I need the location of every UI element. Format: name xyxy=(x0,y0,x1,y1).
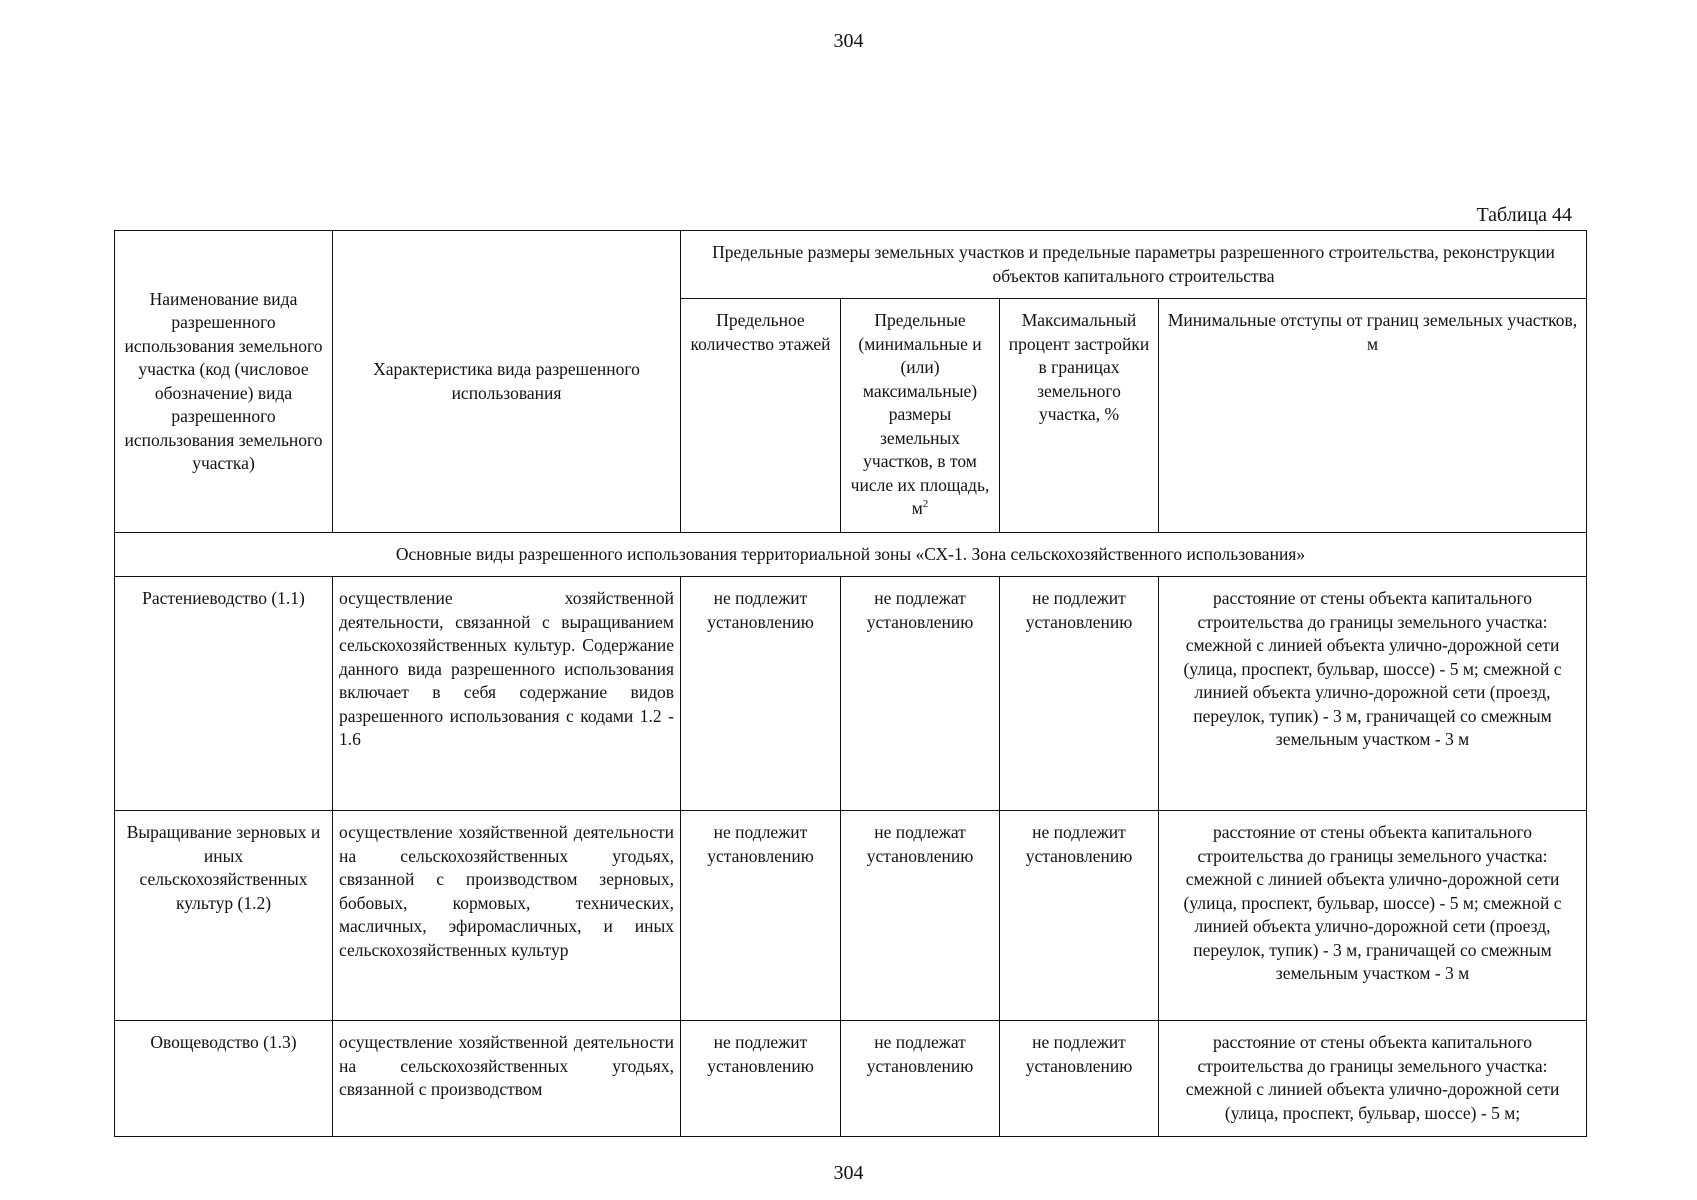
header-floors-col: Предельное количество этажей xyxy=(681,299,841,533)
row-setbacks: расстояние от стены объекта капитального строительства до границы земельного участка: смежной с линией объекта улично-дорожной сети (улица, проспект, бульвар, шоссе) - 5 м; смежной с линией объекта улично-дорожной сети (проезд, переулок, тупик) - 3 м, граничащей со смежным земельным участком - 3 м xyxy=(1159,811,1587,1021)
header-row-1 xyxy=(115,231,1587,299)
table-row xyxy=(115,1021,1587,1137)
table-caption: Таблица 44 xyxy=(1476,204,1572,226)
page-number-top: 304 xyxy=(833,30,864,52)
header-sizes-sup: 2 xyxy=(922,498,929,511)
page-number-bottom: 304 xyxy=(833,1162,864,1184)
header-group: Предельные размеры земельных участков и предельные параметры разрешенного строительства, реконструкции объектов капитального строительства xyxy=(681,231,1587,299)
row-sizes: не подлежат установлению xyxy=(841,811,1000,1021)
row-description: осуществление хозяйственной деятельности на сельскохозяйственных угодьях, связанной с производством зерновых, бобовых, кормовых, технических, масличных, эфиромасличных, и иных сельскохозяйственных культур xyxy=(333,811,681,1021)
row-coverage: не подлежит установлению xyxy=(1000,577,1159,811)
row-coverage: не подлежит установлению xyxy=(1000,1021,1159,1137)
header-sizes-text: Предельные (минимальные и (или) максимальные) размеры земельных участков, в том числе их площадь, м xyxy=(850,310,990,518)
header-coverage-col: Максимальный процент застройки в границах земельного участка, % xyxy=(1000,299,1159,533)
row-floors: не подлежит установлению xyxy=(681,577,841,811)
section-title: Основные виды разрешенного использования территориальной зоны «СХ-1. Зона сельскохозяйственного использования» xyxy=(115,533,1587,577)
header-name-col: Наименование вида разрешенного использования земельного участка (код (числовое обозначение) вида разрешенного использования земельного участка) xyxy=(115,231,333,533)
row-description: осуществление хозяйственной деятельности, связанной с выращиванием сельскохозяйственных культур. Содержание данного вида разрешенного использования включает в себя содержание видов разрешенного использования с кодами 1.2 - 1.6 xyxy=(333,577,681,811)
row-floors: не подлежит установлению xyxy=(681,1021,841,1137)
row-sizes: не подлежат установлению xyxy=(841,1021,1000,1137)
row-floors: не подлежит установлению xyxy=(681,811,841,1021)
section-row xyxy=(115,533,1587,577)
row-coverage: не подлежит установлению xyxy=(1000,811,1159,1021)
row-sizes: не подлежат установлению xyxy=(841,577,1000,811)
row-name: Выращивание зерновых и иных сельскохозяйственных культур (1.2) xyxy=(115,811,333,1021)
header-setbacks-col: Минимальные отступы от границ земельных участков, м xyxy=(1159,299,1587,533)
table-row xyxy=(115,811,1587,1021)
regulations-table xyxy=(114,230,1587,1137)
header-sizes-col xyxy=(841,299,1000,533)
header-description-col: Характеристика вида разрешенного использования xyxy=(333,231,681,533)
row-setbacks: расстояние от стены объекта капитального строительства до границы земельного участка: смежной с линией объекта улично-дорожной сети (улица, проспект, бульвар, шоссе) - 5 м; смежной с линией объекта улично-дорожной сети (проезд, переулок, тупик) - 3 м, граничащей со смежным земельным участком - 3 м xyxy=(1159,577,1587,811)
row-description: осуществление хозяйственной деятельности на сельскохозяйственных угодьях, связанной с производством xyxy=(333,1021,681,1137)
row-setbacks: расстояние от стены объекта капитального строительства до границы земельного участка: смежной с линией объекта улично-дорожной сети (улица, проспект, бульвар, шоссе) - 5 м; xyxy=(1159,1021,1587,1137)
row-name: Растениеводство (1.1) xyxy=(115,577,333,811)
table-row xyxy=(115,577,1587,811)
row-name: Овощеводство (1.3) xyxy=(115,1021,333,1137)
